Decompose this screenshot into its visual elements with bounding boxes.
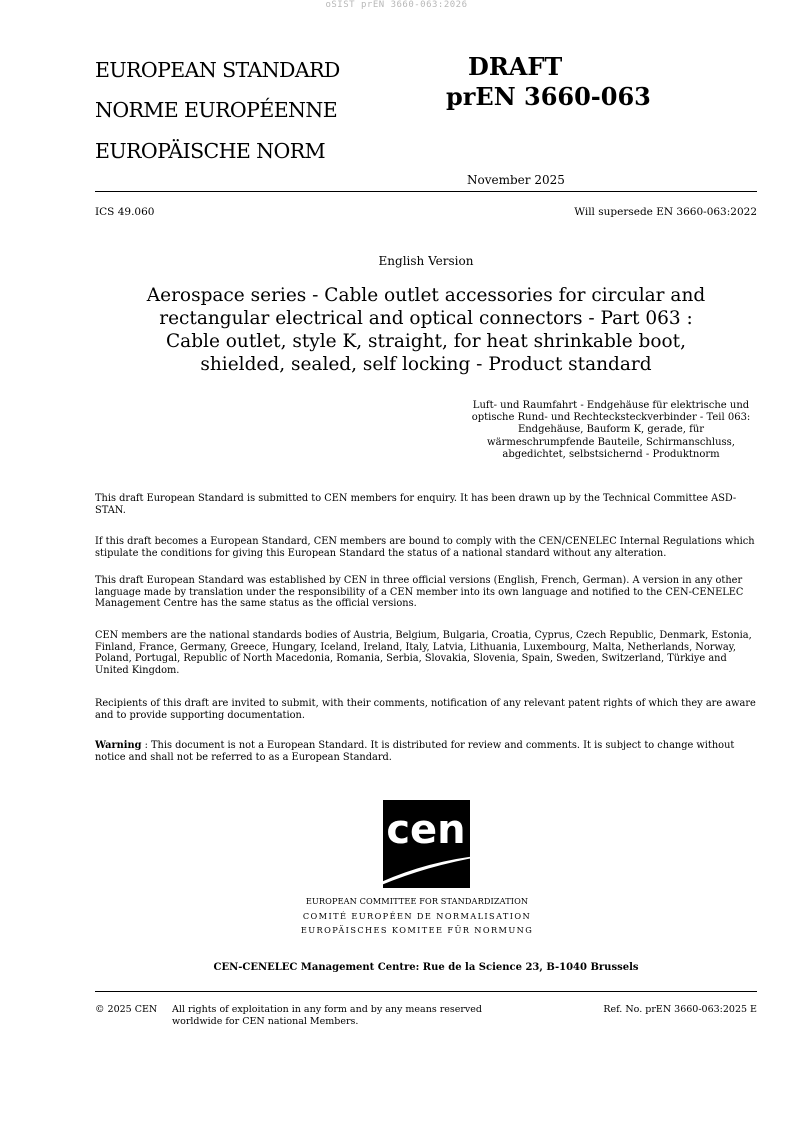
- subtitle-line: abgedichtet, selbstsichernd - Produktnorm: [502, 448, 720, 460]
- subtitle-line: wärmeschrumpfende Bauteile, Schirmanschluss,: [487, 436, 735, 448]
- draft-label: DRAFT: [468, 52, 563, 81]
- rights-line: All rights of exploitation in any form and by any means reserved: [172, 1004, 483, 1015]
- cen-logo: [383, 800, 470, 888]
- title-line: shielded, sealed, self locking - Product standard: [200, 354, 652, 375]
- cen-logo-text: cen: [386, 807, 466, 853]
- paragraph-patents: Recipients of this draft are invited to submit, with their comments, notification of any relevant patent rights of which they are aware and to provide supporting documentation.: [95, 698, 756, 721]
- cen-name-de: EUROPÄISCHES KOMITEE FÜR NORMUNG: [300, 925, 534, 935]
- header-divider: [95, 191, 757, 192]
- rights-notice: [172, 1004, 532, 1028]
- german-title: [466, 400, 756, 461]
- paragraph-members: CEN members are the national standards bodies of Austria, Belgium, Bulgaria, Croatia, Cyprus, Czech Republic, Denmark, Estonia, Finland, France, Germany, Greece, Hungary, Iceland, Ireland, Italy, Latvia, Lithuania, Luxembourg, Malta, Netherlands, Norway, Poland, Portugal, Republic of North Macedonia, Romania, Serbia, Slovakia, Slovenia, Spain, Sweden, Switzerland, Türkiye and United Kingdom.: [95, 630, 752, 676]
- warning-label: Warning: [95, 740, 142, 751]
- footer-divider: [95, 991, 757, 992]
- warning-text: : This document is not a European Standard. It is distributed for review and comments. It is subject to change without notice and shall not be referred to as a European Standard.: [95, 740, 735, 763]
- version-label: English Version: [378, 254, 474, 268]
- paragraph-versions: This draft European Standard was established by CEN in three official versions (English, French, German). A version in any other language made by translation under the responsibility of a CEN member into its own language and notified to the CEN-CENELEC Management Centre has the same status as the official versions.: [95, 575, 744, 610]
- management-centre: CEN-CENELEC Management Centre: Rue de la Science 23, B-1040 Brussels: [213, 962, 639, 973]
- reference-number: Ref. No. prEN 3660-063:2025 E: [603, 1004, 757, 1015]
- title-line: rectangular electrical and optical connectors - Part 063 :: [159, 308, 693, 329]
- cen-name-en: EUROPEAN COMMITTEE FOR STANDARDIZATION: [305, 896, 529, 906]
- paragraph-warning: [95, 740, 757, 763]
- paragraph-enquiry: This draft European Standard is submitted to CEN members for enquiry. It has been drawn up by the Technical Committee ASD-STAN.: [95, 493, 737, 516]
- cen-name-fr: COMITÉ EUROPÉEN DE NORMALISATION: [302, 911, 532, 921]
- publication-date: November 2025: [467, 173, 565, 187]
- draft-number: prEN 3660-063: [446, 82, 651, 111]
- subtitle-line: optische Rund- und Rechtecksteckverbinder - Teil 063:: [471, 412, 751, 424]
- cen-logo-graphic: [383, 800, 483, 890]
- standard-name-de: EUROPÄISCHE NORM: [95, 139, 325, 163]
- document-title: [110, 284, 742, 376]
- rights-line: worldwide for CEN national Members.: [172, 1016, 359, 1027]
- supersede-note: Will supersede EN 3660-063:2022: [574, 206, 757, 218]
- title-line: Cable outlet, style K, straight, for heat shrinkable boot,: [166, 331, 686, 352]
- title-line: Aerospace series - Cable outlet accessories for circular and: [146, 285, 706, 306]
- standard-name-fr: NORME EUROPÉENNE: [95, 98, 338, 122]
- standard-name-en: EUROPEAN STANDARD: [95, 58, 340, 82]
- copyright: © 2025 CEN: [95, 1004, 158, 1015]
- subtitle-line: Luft- und Raumfahrt - Endgehäuse für elektrische und: [472, 400, 750, 411]
- watermark: oSIST prEN 3660-063:2026: [325, 0, 468, 10]
- ics-code: ICS 49.060: [95, 206, 155, 218]
- subtitle-line: Endgehäuse, Bauform K, gerade, für: [517, 424, 705, 436]
- paragraph-regulations: If this draft becomes a European Standard, CEN members are bound to comply with the CEN/CENELEC Internal Regulations which stipulate the conditions for giving this European Standard the status of a national standard without any alteration.: [95, 536, 755, 559]
